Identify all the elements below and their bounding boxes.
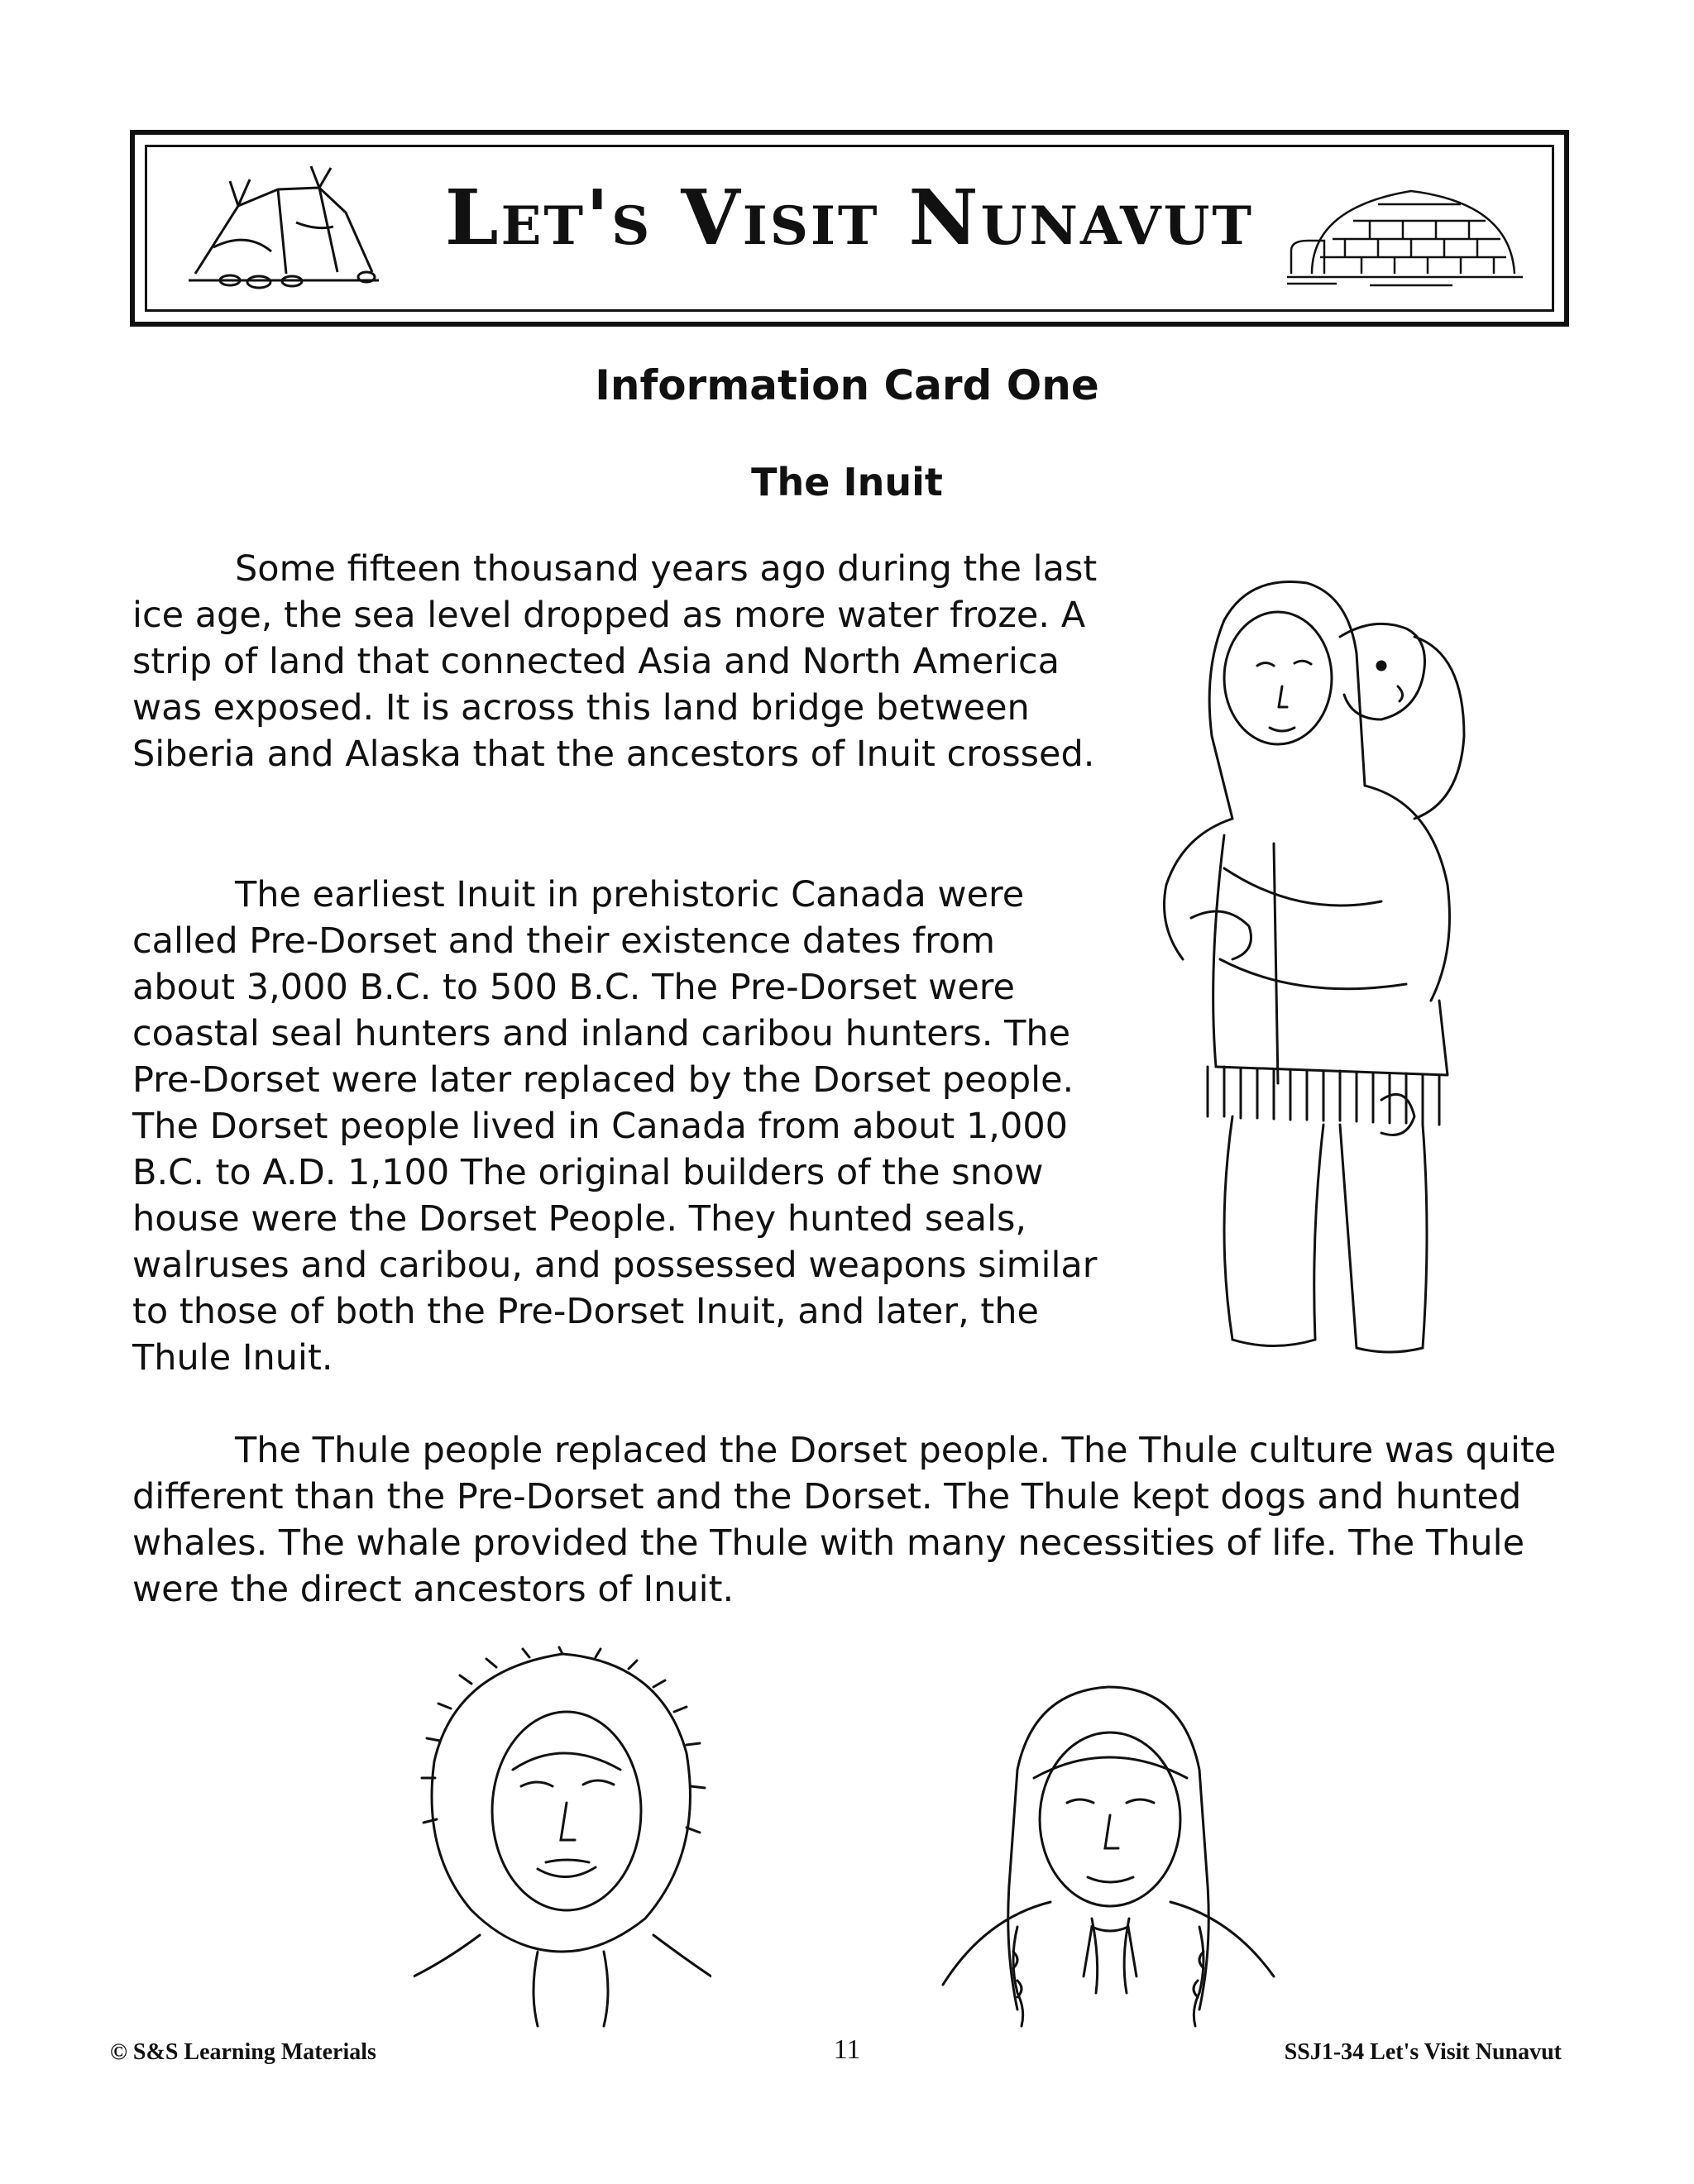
paragraph-land-bridge: Some fifteen thousand years ago during the last ice age, the sea level dropped as more water froze. A strip of land that connected Asia and North America was exposed. It is across this land bridge between Siberia and Alaska that the ancestors of Inuit crossed. [132,548,1098,775]
elder-in-parka-illustration [414,1646,711,2034]
title-banner [130,130,1569,327]
banner-title: Let's Visit Nunavut [444,173,1255,262]
page-number: 11 [833,2034,861,2065]
card-heading: Information Card One [595,361,1099,409]
igloo-illustration [1287,174,1527,290]
girl-with-puppy-illustration [1133,571,1530,1364]
section-subtitle: The Inuit [751,460,943,504]
copyright-footer: © S&S Learning Materials [110,2039,376,2065]
paragraph-thule: The Thule people replaced the Dorset people. The Thule culture was quite different than the Pre-Dorset and the Dorset. The Thule kept dogs and hunted whales. The whale provided the Thule with many necessities of life. The Thule were the direct ancestors of Inuit. [132,1430,1557,1610]
book-code-footer: SSJ1-34 Let's Visit Nunavut [1284,2039,1562,2065]
tent-illustration [180,148,387,297]
woman-with-braids-illustration [935,1679,1282,2034]
paragraph-pre-dorset: The earliest Inuit in prehistoric Canada were called Pre-Dorset and their existence dates from about 3,000 B.C. to 500 B.C. The Pre-Dorset were coastal seal hunters and inland caribou hunters. The Pre-Dorset were later replaced by the Dorset people. The Dorset people lived in Canada from about 1,000 B.C. to A.D. 1,100 The original builders of the snow house were the Dorset People. They hunted seals, walruses and caribou, and possessed weapons similar to those of both the Pre-Dorset Inuit, and later, the Thule Inuit. [132,874,1098,1379]
